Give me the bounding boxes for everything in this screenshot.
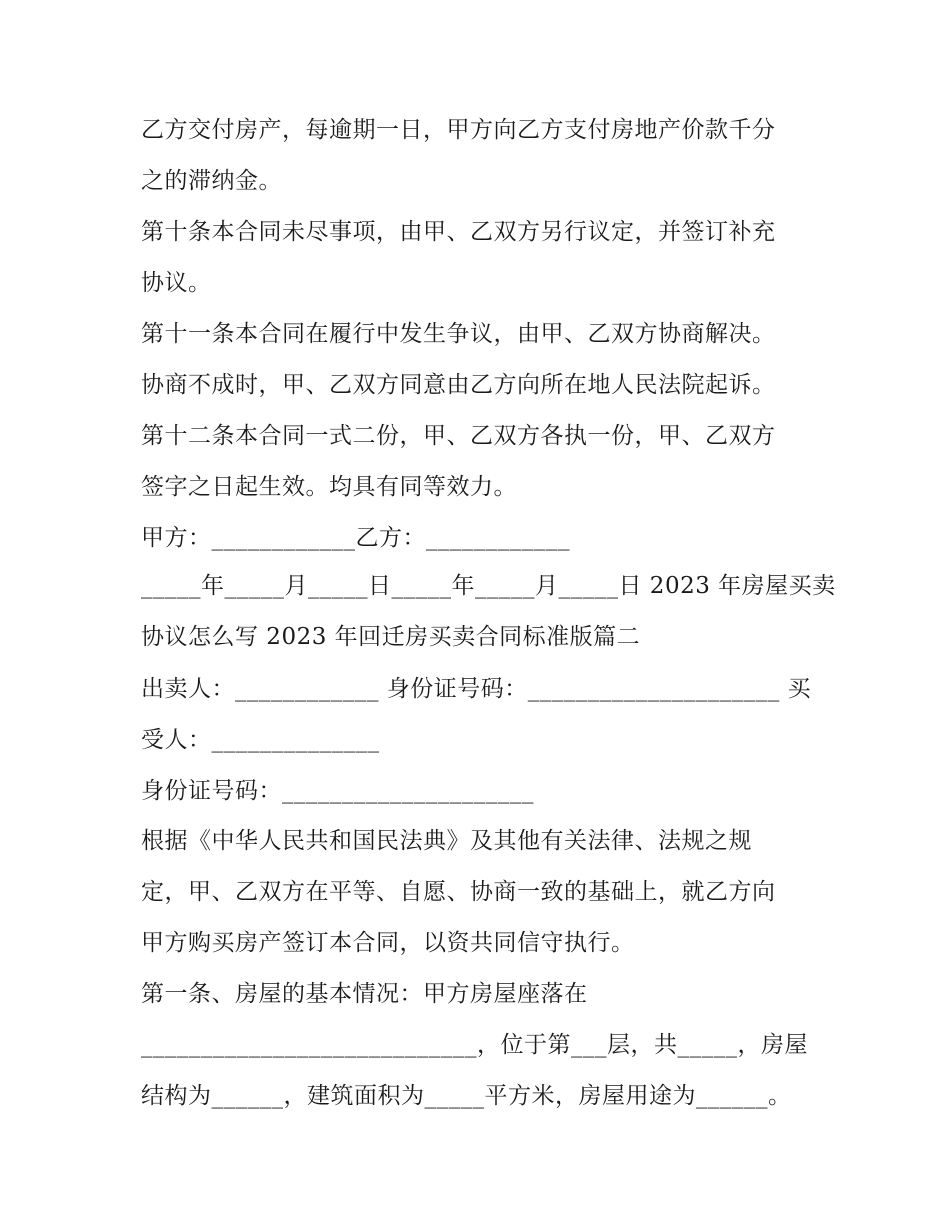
text-line: 签字之日起生效。均具有同等效力。 xyxy=(141,474,517,500)
text-line: 根据《中华人民共和国民法典》及其他有关法律、法规之规 xyxy=(141,828,752,854)
text-line: 甲方购买房产签订本合同，以资共同信守执行。 xyxy=(141,930,635,956)
text-line: 第十条本合同未尽事项，由甲、乙双方另行议定，并签订补充 xyxy=(141,219,776,245)
text-line: 协商不成时，甲、乙双方同意由乙方向所在地人民法院起诉。 xyxy=(141,372,776,398)
seller-line: 出卖人：____________ 身份证号码：_____________________ 买 xyxy=(141,676,812,702)
text-line: 乙方交付房产，每逾期一日，甲方向乙方支付房地产价款千分 xyxy=(141,117,776,143)
text-line: 定，甲、乙双方在平等、自愿、协商一致的基础上，就乙方向 xyxy=(141,879,776,905)
text-line: 第十一条本合同在履行中发生争议，由甲、乙双方协商解决。 xyxy=(141,321,776,347)
section-title: 协议怎么写 2023 年回迁房买卖合同标准版篇二 xyxy=(141,624,641,650)
text-line: ____________________________，位于第___层，共_____，房屋 xyxy=(141,1032,808,1058)
text-line: 结构为______，建筑面积为_____平方米，房屋用途为______。 xyxy=(141,1083,792,1109)
date-line: _____年_____月_____日_____年_____月_____日 2023 年房屋买卖 xyxy=(141,573,836,599)
id-number-line: 身份证号码：_____________________ xyxy=(141,778,534,804)
text-line: 之的滞纳金。 xyxy=(141,168,282,194)
buyer-line: 受人：______________ xyxy=(141,727,380,753)
signature-line: 甲方：____________乙方：____________ xyxy=(141,525,570,551)
text-line: 协议。 xyxy=(141,270,212,296)
article-heading: 第一条、房屋的基本情况：甲方房屋座落在 xyxy=(141,981,588,1007)
text-line: 第十二条本合同一式二份，甲、乙双方各执一份，甲、乙双方 xyxy=(141,423,776,449)
